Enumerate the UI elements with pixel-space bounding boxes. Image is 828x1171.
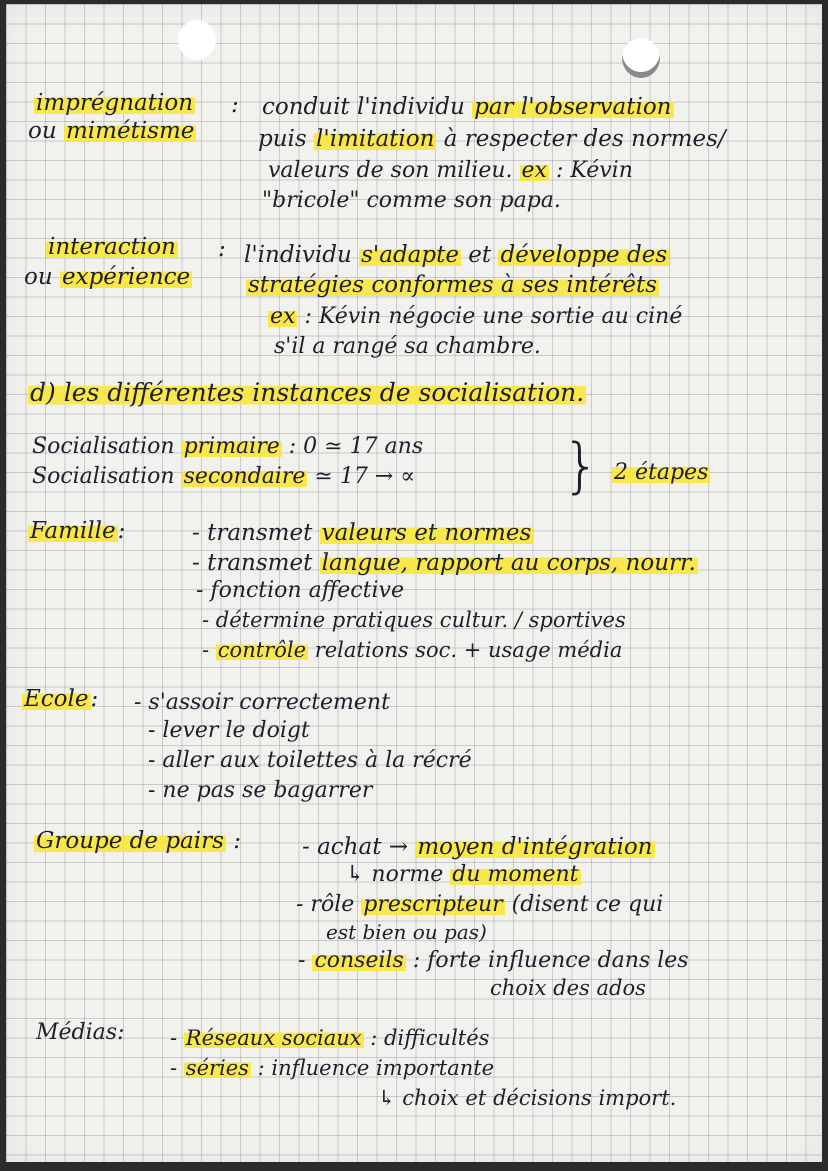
term-mimetisme: [28, 120, 196, 143]
term-impregnation: [34, 92, 195, 115]
impregnation-line-1b: par l'observation: [474, 94, 672, 120]
impregnation-line-2c: à respecter des normes/: [443, 126, 726, 152]
ecole-item-2: - lever le doigt: [148, 718, 310, 743]
medias-item-2a: -: [170, 1056, 178, 1080]
notebook-page: [6, 4, 822, 1162]
medias-item-2b: séries: [185, 1056, 249, 1080]
groupe-item-1b: moyen d'intégration: [417, 834, 653, 860]
groupe-label-text: Groupe de pairs: [36, 828, 224, 854]
socialisation-primaire-term: primaire: [183, 434, 280, 459]
impregnation-line-3a: valeurs de son milieu.: [268, 158, 513, 183]
term-impregnation-text: imprégnation: [36, 90, 194, 116]
interaction-line-1a: l'individu: [244, 242, 352, 268]
groupe-item-2c: (disent ce qui: [511, 892, 664, 917]
interaction-line-3b: : Kévin négocie une sortie au ciné: [304, 304, 683, 329]
socialisation-secondaire-range: ≃ 17 → ∝: [314, 464, 416, 489]
term-experience-text: expérience: [61, 264, 191, 290]
famille-item-1b: valeurs et normes: [321, 520, 532, 546]
punch-hole-right: [622, 38, 660, 78]
medias-item-2-sub: ↳ choix et décisions import.: [378, 1086, 677, 1110]
impregnation-line-3b: ex: [521, 158, 547, 183]
socialisation-secondaire-label: Socialisation: [32, 464, 175, 489]
famille-item-4: - détermine pratiques cultur. / sportives: [202, 608, 626, 632]
curly-brace: }: [562, 431, 601, 501]
interaction-line-3: [268, 306, 682, 328]
impregnation-line-1: [262, 96, 674, 119]
ecole-label-text: Ecole: [24, 686, 89, 712]
medias-item-1a: -: [170, 1026, 178, 1050]
impregnation-line-2b: l'imitation: [316, 126, 435, 152]
socialisation-secondaire-term: secondaire: [183, 464, 306, 489]
interaction-line-4: s'il a rangé sa chambre.: [274, 334, 541, 359]
famille-item-3: - fonction affective: [196, 578, 404, 603]
medias-item-2c: : influence importante: [257, 1056, 495, 1080]
groupe-item-3a: -: [298, 948, 306, 973]
famille-item-5: [202, 640, 622, 661]
groupe-item-2b: prescripteur: [363, 892, 503, 917]
impregnation-colon: :: [231, 92, 239, 118]
famille-item-5c: relations soc. + usage média: [314, 638, 623, 662]
groupe-item-1: [302, 836, 655, 859]
groupe-item-1-sub: [346, 864, 581, 886]
term-experience: [24, 266, 192, 289]
famille-item-2: [192, 552, 698, 575]
famille-item-1a: - transmet: [192, 520, 313, 546]
term-interaction: [46, 236, 178, 259]
interaction-line-1b: s'adapte: [361, 242, 459, 268]
medias-item-1c: : difficultés: [370, 1026, 490, 1050]
interaction-line-1: [244, 244, 669, 267]
famille-item-1: [192, 522, 533, 545]
groupe-item-2: [296, 894, 663, 916]
groupe-item-3c: : forte influence dans les: [412, 948, 689, 973]
famille-item-2a: - transmet: [192, 550, 313, 576]
groupe-colon: :: [233, 828, 241, 854]
section-d-title: [28, 380, 586, 405]
socialisation-secondaire-row: [32, 466, 415, 488]
famille-item-2b: langue, rapport au corps, nourr.: [321, 550, 696, 576]
interaction-line-3a: ex: [270, 304, 296, 329]
groupe-item-1-sub-a: ↳ norme: [346, 862, 444, 887]
ecole-colon: :: [90, 686, 99, 712]
medias-item-1b: Réseaux sociaux: [185, 1026, 362, 1050]
groupe-label: [34, 830, 241, 853]
groupe-item-1-sub-b: du moment: [452, 862, 579, 887]
interaction-colon: :: [218, 236, 226, 262]
groupe-item-3b: conseils: [314, 948, 404, 973]
medias-label: [36, 1022, 125, 1044]
socialisation-primaire-row: [32, 436, 423, 458]
interaction-line-2: [246, 274, 659, 297]
impregnation-line-2a: puis: [258, 126, 307, 152]
term-mimetisme-text: mimétisme: [65, 118, 195, 144]
interaction-line-1c: et: [468, 242, 492, 268]
term-mimetisme-prefix: ou: [28, 118, 57, 144]
socialisation-primaire-range: : 0 ≃ 17 ans: [288, 434, 424, 459]
famille-label-text: Famille: [30, 518, 116, 544]
groupe-item-3: [298, 950, 689, 972]
socialisation-primaire-label: Socialisation: [32, 434, 175, 459]
groupe-item-2-cont: est bien ou pas): [326, 920, 487, 944]
ecole-item-1: - s'assoir correctement: [134, 690, 390, 715]
ecole-label: [22, 688, 98, 711]
punch-hole-left: [178, 20, 216, 60]
term-interaction-text: interaction: [48, 234, 176, 260]
impregnation-line-2: [258, 128, 726, 151]
term-experience-prefix: ou: [24, 264, 53, 290]
famille-item-5a: -: [202, 638, 210, 662]
impregnation-line-1a: conduit l'individu: [262, 94, 465, 120]
deux-etapes: [612, 462, 710, 484]
famille-label: [28, 520, 125, 543]
famille-colon: :: [117, 518, 126, 544]
ecole-item-4: - ne pas se bagarrer: [148, 778, 373, 803]
medias-colon: :: [117, 1020, 125, 1045]
groupe-item-3-cont: choix des ados: [490, 976, 646, 1000]
medias-item-2: [170, 1058, 494, 1079]
impregnation-line-4: "bricole" comme son papa.: [262, 188, 561, 213]
medias-item-1: [170, 1028, 489, 1049]
section-d-title-text: d) les différentes instances de socialisation.: [30, 378, 585, 407]
interaction-line-2-text: stratégies conformes à ses intérêts: [248, 272, 658, 298]
medias-label-text: Médias: [36, 1020, 118, 1045]
famille-item-5b: contrôle: [217, 638, 306, 662]
interaction-line-1d: développe des: [500, 242, 668, 268]
impregnation-line-3c: : Kévin: [555, 158, 633, 183]
groupe-item-2a: - rôle: [296, 892, 355, 917]
ecole-item-3: - aller aux toilettes à la récré: [148, 748, 472, 773]
impregnation-line-3: [268, 160, 633, 182]
groupe-item-1a: - achat →: [302, 834, 409, 860]
deux-etapes-text: 2 étapes: [614, 460, 709, 485]
